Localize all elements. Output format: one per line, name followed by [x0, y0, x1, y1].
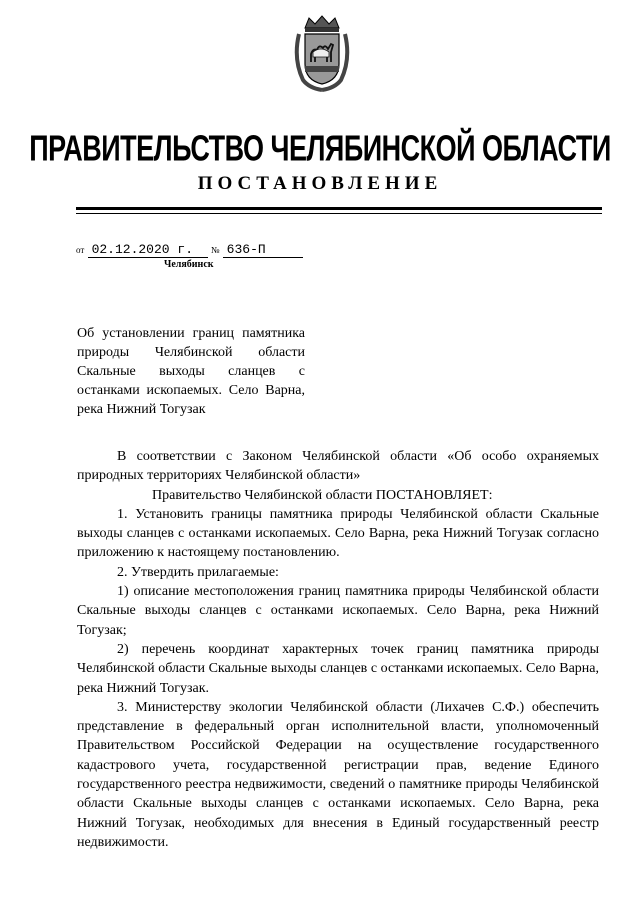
body-paragraph: 1) описание местоположения границ памятника природы Челябинской области Скальные выходы сланцев с останками ископаемых. Село Варна, река Нижний Тогузак; [77, 584, 599, 638]
header-divider-thin [76, 213, 602, 214]
date-label: от [76, 245, 85, 255]
document-body [77, 447, 599, 852]
document-number: 636-П [223, 242, 303, 258]
body-paragraph: 1. Установить границы памятника природы Челябинской области Скальные выходы сланцев с останками ископаемых. Село Варна, река Нижний Тогузак согласно приложению к настоящему постановлению. [77, 506, 599, 561]
body-paragraph: В соответствии с Законом Челябинской области «Об особо охраняемых природных территориях Челябинской области» [77, 449, 599, 484]
document-type: ПОСТАНОВЛЕНИЕ [197, 173, 443, 194]
document-meta [76, 241, 303, 258]
coat-of-arms-icon [291, 14, 353, 92]
body-paragraph: 2. Утвердить прилагаемые: [117, 564, 279, 580]
body-paragraph: 2) перечень координат характерных точек границ памятника природы Челябинской области Скальные выходы сланцев с останками ископаемых. Село Варна, река Нижний Тогузак. [77, 641, 599, 696]
number-label: № [210, 245, 220, 255]
body-paragraph: Правительство Челябинской области ПОСТАНОВЛЯЕТ: [152, 487, 493, 503]
document-date: 02.12.2020 г. [88, 242, 208, 258]
header-divider-thick [76, 207, 602, 210]
government-title: ПРАВИТЕЛЬСТВО ЧЕЛЯБИНСКОЙ ОБЛАСТИ [29, 128, 611, 169]
body-paragraph: 3. Министерству экологии Челябинской области (Лихачев С.Ф.) обеспечить представление в федеральный орган исполнительной власти, уполномоченный Правительством Российской Федерации на осуществление государственного кадастрового учета, государственной регистрации прав, ведение Единого государственного реестра недвижимости, сведений о памятнике природы Челябинской области Скальные выходы сланцев с останками ископаемых. Село Варна, река Нижний Тогузак, необходимых для внесения в Единый государственный реестр недвижимости. [77, 699, 599, 850]
document-city: Челябинск [164, 259, 214, 270]
document-subject: Об установлении границ памятника природы Челябинской области Скальные выходы сланцев с останками ископаемых. Село Варна, река Нижний Тогузак [77, 326, 305, 417]
